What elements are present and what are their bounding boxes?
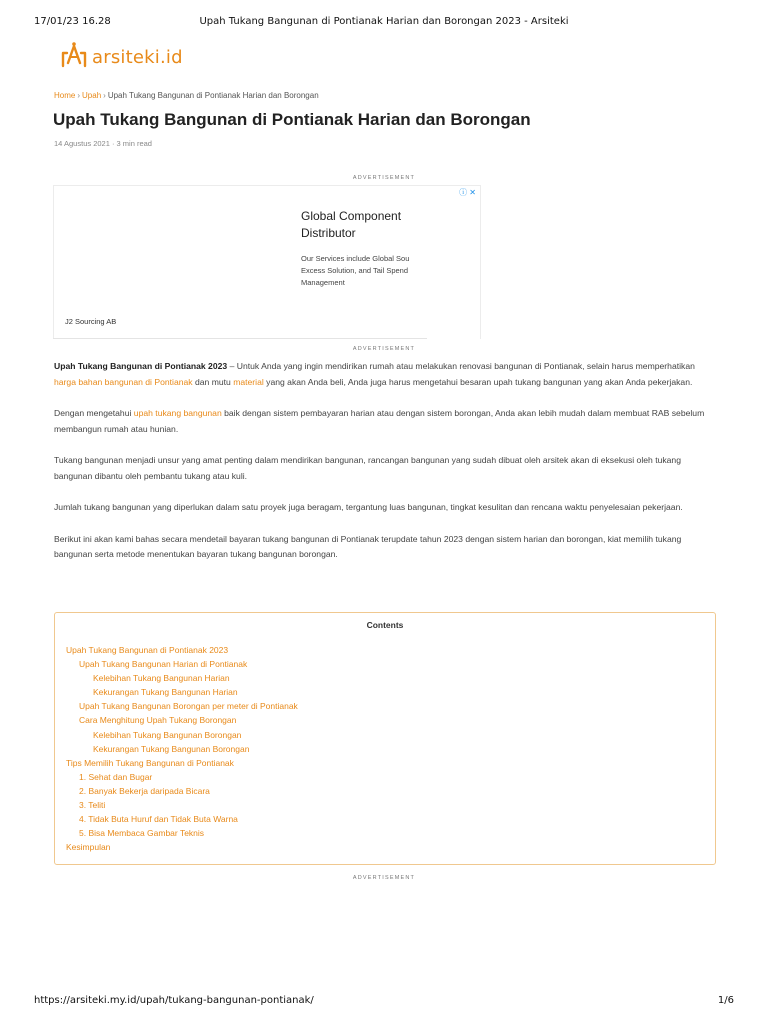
toc-item[interactable]: Tips Memilih Tukang Bangunan di Pontianak xyxy=(66,757,234,768)
ad-advertiser[interactable]: J2 Sourcing AB xyxy=(65,317,117,326)
logo-text: arsiteki.id xyxy=(92,46,183,68)
article-text: yang akan Anda beli, Anda juga harus mengetahui besaran upah tukang bangunan yang akan Anda pekerjakan. xyxy=(263,376,693,387)
article-paragraph xyxy=(54,406,716,437)
toc-item[interactable]: Upah Tukang Bangunan Harian di Pontianak xyxy=(79,659,248,670)
toc-item[interactable]: 1. Sehat dan Bugar xyxy=(79,771,153,782)
toc-list xyxy=(66,643,298,854)
article-text: – Untuk Anda yang ingin mendirikan rumah atau melakukan renovasi bangunan di Pontianak, selain harus memperhatikan xyxy=(227,361,695,371)
article-meta: 14 Agustus 2021 · 3 min read xyxy=(54,139,152,148)
logo-icon xyxy=(60,41,88,74)
toc-item[interactable]: Upah Tukang Bangunan di Pontianak 2023 xyxy=(66,645,229,655)
toc-title: Contents xyxy=(366,620,404,630)
print-page-title: Upah Tukang Bangunan di Pontianak Harian dan Borongan 2023 - Arsiteki xyxy=(199,16,569,27)
toc-item[interactable]: 4. Tidak Buta Huruf dan Tidak Buta Warna xyxy=(79,814,238,825)
ad-banner[interactable] xyxy=(53,185,481,339)
article-body xyxy=(54,359,716,579)
link-material[interactable]: material xyxy=(233,376,264,387)
breadcrumb-separator: › xyxy=(77,91,81,100)
toc-item[interactable]: Kekurangan Tukang Bangunan Borongan xyxy=(93,743,250,754)
article-paragraph xyxy=(54,359,716,390)
article-lead-bold: Upah Tukang Bangunan di Pontianak 2023 xyxy=(54,361,228,371)
article-paragraph: Tukang bangunan menjadi unsur yang amat penting dalam mendirikan bangunan, rancangan bangunan yang sudah dibuat oleh arsitek akan di eksekusi oleh tukang bangunan dibantu oleh pembantu tukang atau kuli. xyxy=(54,455,681,481)
article-paragraph: Jumlah tukang bangunan yang diperlukan dalam satu proyek juga beragam, tergantung luas bangunan, tingkat kesulitan dan rencana waktu penyelesaian pekerjaan. xyxy=(54,502,683,512)
article-text: baik dengan sistem pembayaran harian atau dengan sistem borongan, Anda akan lebih mudah dalam membuat RAB sebelum membangun rumah atau hunian. xyxy=(54,408,705,434)
print-footer xyxy=(34,995,734,1009)
ad-info-close-icon[interactable]: ⓘ ✕ xyxy=(459,188,476,197)
ad-body-text: Our Services include Global Sou Excess Solution, and Tail Spend Management xyxy=(301,254,410,287)
print-page-number: 1/6 xyxy=(717,995,734,1006)
breadcrumb-current: Upah Tukang Bangunan di Pontianak Harian dan Borongan xyxy=(107,91,319,100)
toc-item[interactable]: 5. Bisa Membaca Gambar Teknis xyxy=(79,828,205,839)
article-paragraph: Berikut ini akan kami bahas secara mendetail bayaran tukang bangunan di Pontianak terupdate tahun 2023 dengan sistem harian dan borongan, kiat memilih tukang bangunan serta metode menentukan bayaran tukang bangunan borongan. xyxy=(54,533,682,559)
toc-item[interactable]: 3. Teliti xyxy=(79,800,106,811)
toc-item[interactable]: 2. Banyak Bekerja daripada Bicara xyxy=(79,785,210,796)
ad-divider xyxy=(53,338,427,339)
breadcrumb xyxy=(54,91,319,100)
print-datetime: 17/01/23 16.28 xyxy=(34,16,111,27)
toc-item[interactable]: Kesimpulan xyxy=(66,842,111,853)
site-logo-link[interactable] xyxy=(60,42,183,72)
toc-item[interactable]: Kekurangan Tukang Bangunan Harian xyxy=(93,687,238,698)
link-upah-tukang[interactable]: upah tukang bangunan xyxy=(133,408,222,418)
link-harga-bahan[interactable]: harga bahan bangunan di Pontianak xyxy=(54,376,193,387)
table-of-contents xyxy=(54,612,716,865)
ad-label-bottom: ADVERTISEMENT xyxy=(352,346,416,352)
breadcrumb-category-link[interactable]: Upah xyxy=(82,91,102,100)
ad-label-top: ADVERTISEMENT xyxy=(352,175,416,181)
ad-headline[interactable]: Global Component Distributor xyxy=(301,209,402,240)
breadcrumb-home-link[interactable]: Home xyxy=(54,91,76,100)
toc-item[interactable]: Cara Menghitung Upah Tukang Borongan xyxy=(79,715,237,726)
article-text: dan mutu xyxy=(192,376,234,387)
print-url: https://arsiteki.my.id/upah/tukang-bangunan-pontianak/ xyxy=(34,995,314,1006)
breadcrumb-separator: › xyxy=(103,91,106,100)
print-header xyxy=(34,16,734,30)
ad-label-footer: ADVERTISEMENT xyxy=(352,875,416,881)
toc-item[interactable]: Kelebihan Tukang Bangunan Harian xyxy=(93,673,230,684)
article-text: Dengan mengetahui xyxy=(54,408,134,418)
toc-item[interactable]: Kelebihan Tukang Bangunan Borongan xyxy=(93,729,242,740)
toc-item[interactable]: Upah Tukang Bangunan Borongan per meter di Pontianak xyxy=(79,701,298,712)
article-title: Upah Tukang Bangunan di Pontianak Harian dan Borongan xyxy=(53,110,531,129)
